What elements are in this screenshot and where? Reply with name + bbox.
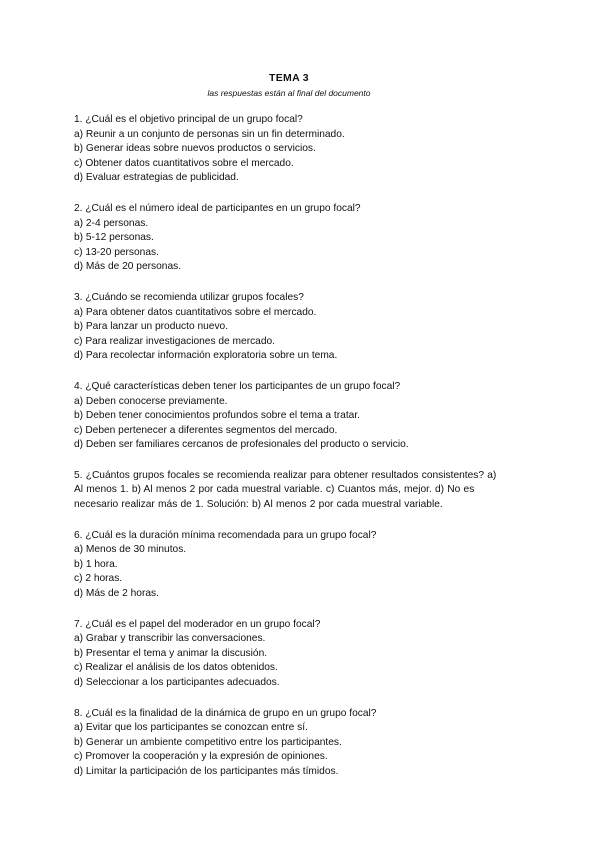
option-b: b) 5-12 personas. <box>74 232 154 244</box>
option-c: c) Realizar el análisis de los datos obtenidos. <box>74 662 278 674</box>
option-b: b) 1 hora. <box>74 558 118 570</box>
option-a: a) Menos de 30 minutos. <box>74 544 187 556</box>
question-6 <box>74 529 504 602</box>
question-8 <box>74 707 504 780</box>
option-c: c) Para realizar investigaciones de mercado. <box>74 335 276 347</box>
question-2 <box>74 202 504 275</box>
option-a: a) Reunir a un conjunto de personas sin un fin determinado. <box>74 128 345 140</box>
question-text: 8. ¿Cuál es la finalidad de la dinámica de grupo en un grupo focal? <box>74 707 377 719</box>
question-text: 3. ¿Cuándo se recomienda utilizar grupos focales? <box>74 291 304 303</box>
option-a: a) Para obtener datos cuantitativos sobre el mercado. <box>74 306 317 318</box>
option-d: d) Seleccionar a los participantes adecuados. <box>74 677 280 688</box>
question-text: 2. ¿Cuál es el número ideal de participantes en un grupo focal? <box>74 202 361 214</box>
question-text: 6. ¿Cuál es la duración mínima recomendada para un grupo focal? <box>74 529 377 541</box>
option-c: c) Deben pertenecer a diferentes segmentos del mercado. <box>74 424 338 436</box>
option-b: b) Deben tener conocimientos profundos sobre el tema a tratar. <box>74 410 360 422</box>
question-text: 5. ¿Cuántos grupos focales se recomienda realizar para obtener resultados consistentes? a) Al menos 1. b) Al menos 2 por cada muestral variable. c) Cuantos más, mejor. d) No es necesario realizar más de 1. Solución: b) Al menos 2 por cada muestral variable. <box>74 469 497 511</box>
option-a: a) 2-4 personas. <box>74 217 149 229</box>
option-d: d) Más de 2 horas. <box>74 588 159 600</box>
question-text: 7. ¿Cuál es el papel del moderador en un grupo focal? <box>74 618 321 630</box>
page-title: TEMA 3 <box>269 72 309 84</box>
question-4 <box>74 380 504 453</box>
option-c: c) Promover la cooperación y la expresión de opiniones. <box>74 751 328 763</box>
question-1 <box>74 113 504 186</box>
question-7 <box>74 618 504 691</box>
option-d: d) Para recolectar información exploratoria sobre un tema. <box>74 350 338 362</box>
option-c: c) Obtener datos cuantitativos sobre el mercado. <box>74 157 294 169</box>
question-text: 1. ¿Cuál es el objetivo principal de un grupo focal? <box>74 114 303 125</box>
option-c: c) 2 horas. <box>74 573 123 585</box>
option-a: a) Deben conocerse previamente. <box>74 395 228 407</box>
option-b: b) Presentar el tema y animar la discusión. <box>74 647 268 659</box>
option-a: a) Evitar que los participantes se conozcan entre sí. <box>74 722 308 734</box>
page-subtitle: las respuestas están al final del documento <box>207 88 371 98</box>
option-d: d) Deben ser familiares cercanos de profesionales del producto o servicio. <box>74 439 409 451</box>
option-d: d) Evaluar estrategias de publicidad. <box>74 172 239 184</box>
question-5 <box>74 469 504 513</box>
option-b: b) Para lanzar un producto nuevo. <box>74 321 229 333</box>
question-text: 4. ¿Qué características deben tener los participantes de un grupo focal? <box>74 380 401 392</box>
option-c: c) 13-20 personas. <box>74 246 159 258</box>
option-d: d) Más de 20 personas. <box>74 261 182 273</box>
option-b: b) Generar ideas sobre nuevos productos o servicios. <box>74 143 316 155</box>
option-a: a) Grabar y transcribir las conversaciones. <box>74 633 266 645</box>
option-d: d) Limitar la participación de los participantes más tímidos. <box>74 765 339 777</box>
question-3 <box>74 291 504 364</box>
option-b: b) Generar un ambiente competitivo entre los participantes. <box>74 736 342 748</box>
